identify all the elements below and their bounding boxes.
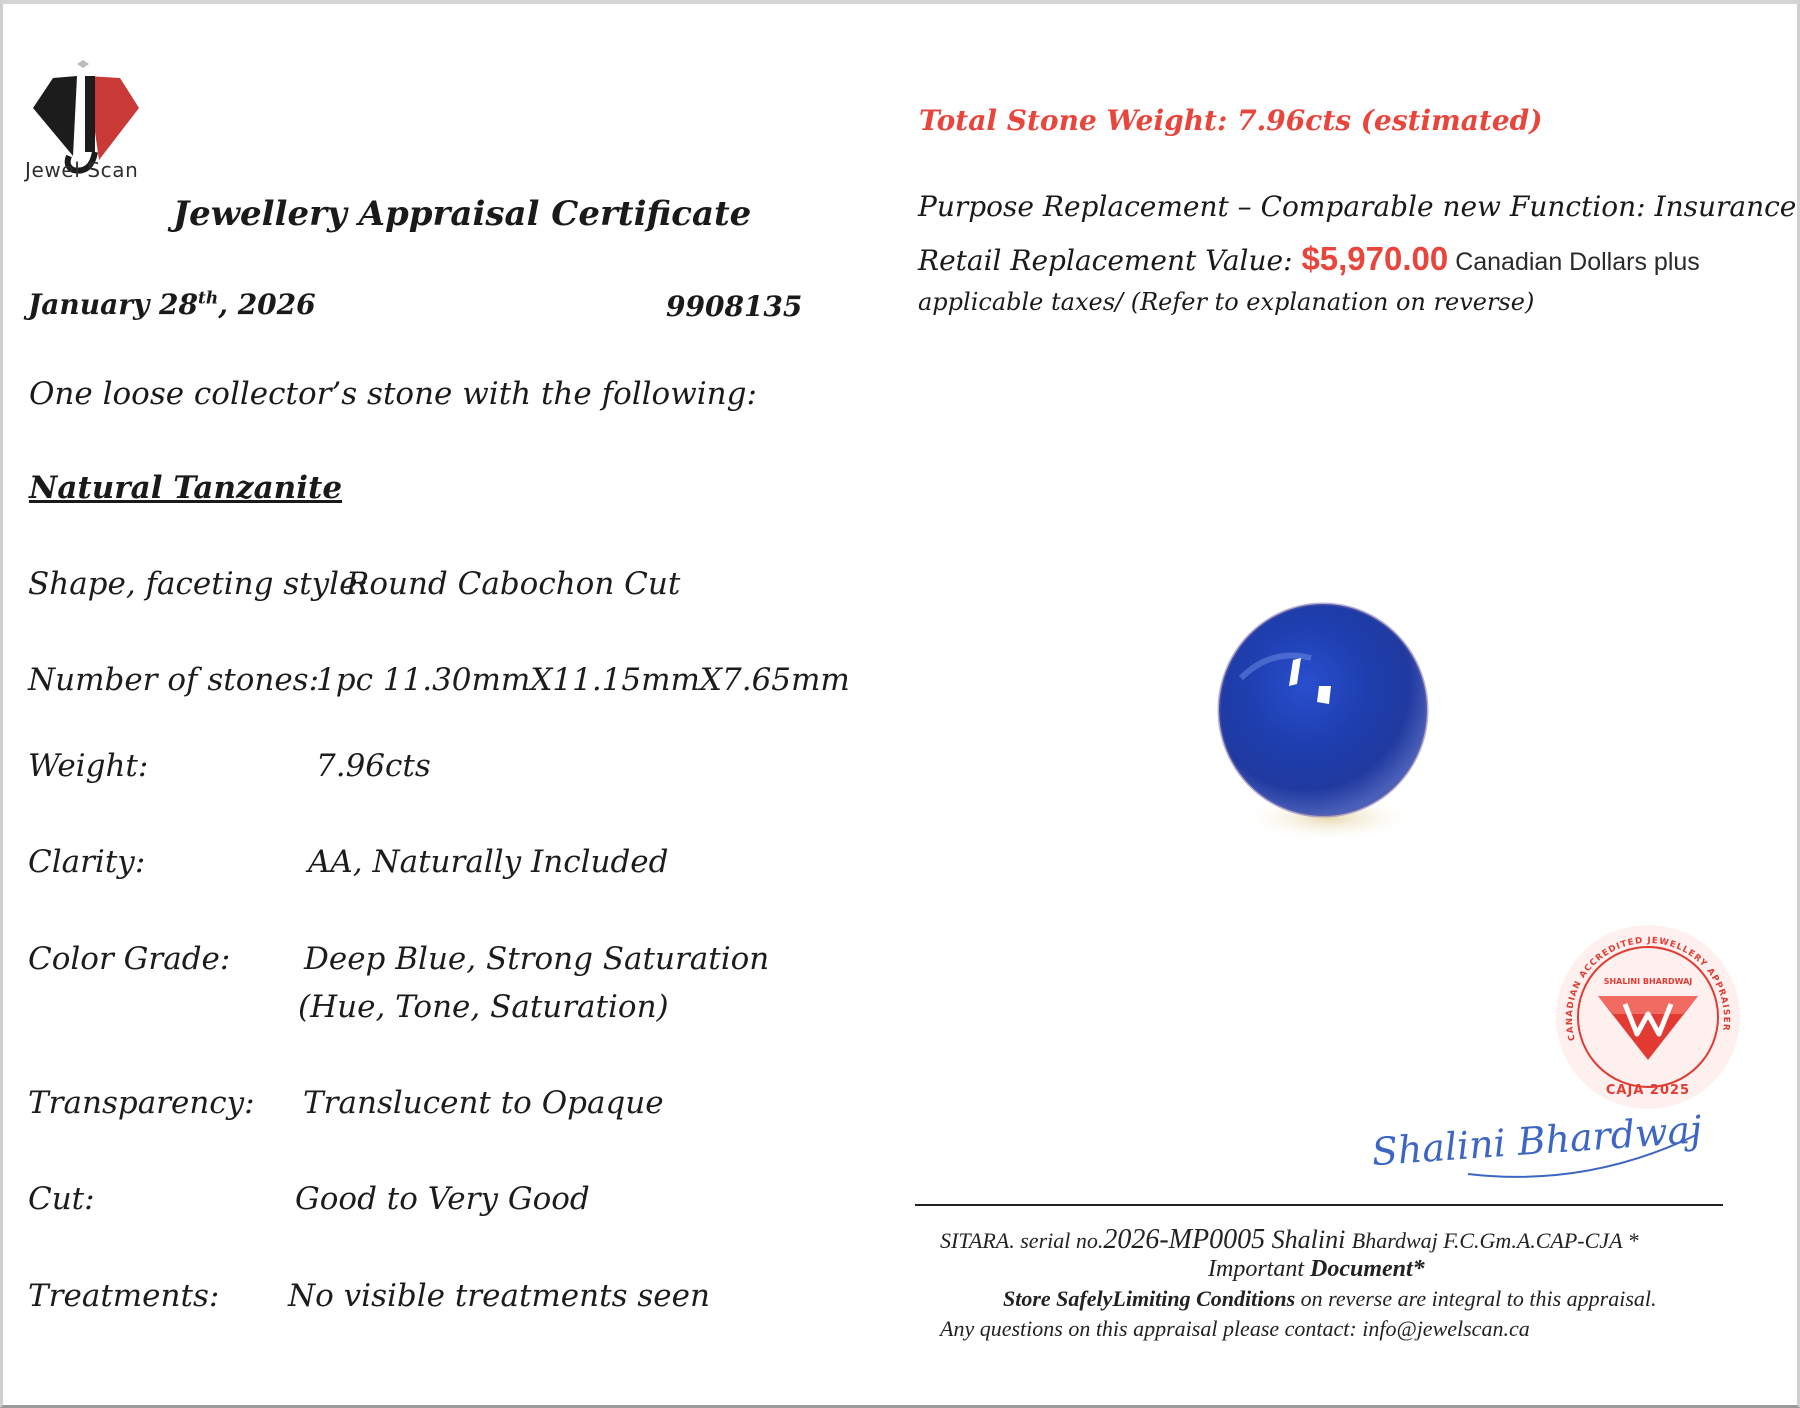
serial-name: Shalini: [1265, 1225, 1352, 1254]
total-stone-weight: Total Stone Weight: 7.96cts (estimated): [919, 104, 1543, 137]
detail-value-treatments: No visible treatments seen: [288, 1278, 710, 1314]
important-document: Document*: [1310, 1256, 1425, 1282]
detail-value-weight: 7.96cts: [316, 748, 431, 784]
appraiser-seal: [1553, 922, 1743, 1112]
limiting-conditions: Limiting Conditions: [1112, 1286, 1296, 1311]
retail-amount: $5,970.00: [1301, 240, 1449, 277]
intro-text: One loose collector’s stone with the following:: [29, 376, 757, 412]
detail-label-color-grade: Color Grade:: [28, 941, 231, 977]
brand-name: Jewel Scan: [25, 158, 139, 182]
detail-value-shape: Round Cabochon Cut: [346, 566, 681, 602]
serial-prefix: SITARA. serial no.: [940, 1228, 1104, 1253]
certificate-title: Jewellery Appraisal Certificate: [173, 194, 752, 234]
retail-taxes-note: applicable taxes/ (Refer to explanation on reverse): [918, 288, 1535, 316]
date-month-day: January 28: [28, 288, 198, 321]
detail-value-cut: Good to Very Good: [295, 1181, 590, 1217]
detail-label-treatments: Treatments:: [28, 1278, 220, 1314]
date-year: , 2026: [218, 288, 316, 321]
seal-name: SHALINI BHARDWAJ: [1603, 977, 1693, 986]
detail-value-number-of-stones: 1pc 11.30mmX11.15mmX7.65mm: [316, 662, 850, 698]
tanzanite-stone-image: [1211, 598, 1441, 848]
important-label: Important: [1208, 1256, 1310, 1282]
serial-credentials: Bhardwaj F.C.Gm.A.CAP-CJA *: [1351, 1228, 1639, 1253]
appraiser-signature: [1358, 1104, 1708, 1194]
detail-label-shape: Shape, faceting style:: [28, 566, 368, 602]
seal-code: CAJA 2025: [1605, 1083, 1691, 1098]
store-rest: on reverse are integral to this appraisal.: [1295, 1286, 1657, 1311]
detail-value-transparency: Translucent to Opaque: [303, 1085, 664, 1121]
detail-label-number-of-stones: Number of stones:: [28, 662, 320, 698]
detail-label-transparency: Transparency:: [28, 1085, 255, 1121]
store-safely-line: [1003, 1286, 1657, 1312]
detail-value-color-grade-note: (Hue, Tone, Saturation): [298, 989, 669, 1025]
detail-value-color-grade: Deep Blue, Strong Saturation: [304, 941, 770, 977]
detail-label-cut: Cut:: [28, 1181, 95, 1217]
contact-line: Any questions on this appraisal please contact: info@jewelscan.ca: [940, 1316, 1530, 1341]
signature-line: [915, 1204, 1723, 1206]
store-safely: Store Safely: [1003, 1286, 1113, 1311]
certificate-date: [28, 288, 316, 321]
purpose-line: Purpose Replacement – Comparable new Function: Insurance: [918, 190, 1797, 223]
detail-value-clarity: AA, Naturally Included: [308, 844, 669, 880]
seal-arc-text: CANADIAN ACCREDITED JEWELLERY APPRAISER: [1564, 935, 1732, 1042]
signature-text: Shalini Bhardwaj: [1370, 1107, 1704, 1175]
important-document-line: [1208, 1256, 1425, 1283]
retail-currency: Canadian Dollars plus: [1448, 248, 1700, 276]
serial-line: [940, 1224, 1639, 1256]
stone-name-heading: Natural Tanzanite: [29, 470, 343, 506]
date-ordinal: th: [197, 288, 219, 309]
retail-value-line: [918, 240, 1700, 278]
detail-label-clarity: Clarity:: [28, 844, 146, 880]
retail-label: Retail Replacement Value:: [918, 244, 1302, 277]
certificate-number: 9908135: [666, 290, 803, 323]
serial-number: 2026-MP0005: [1103, 1224, 1266, 1255]
detail-label-weight: Weight:: [28, 748, 149, 784]
